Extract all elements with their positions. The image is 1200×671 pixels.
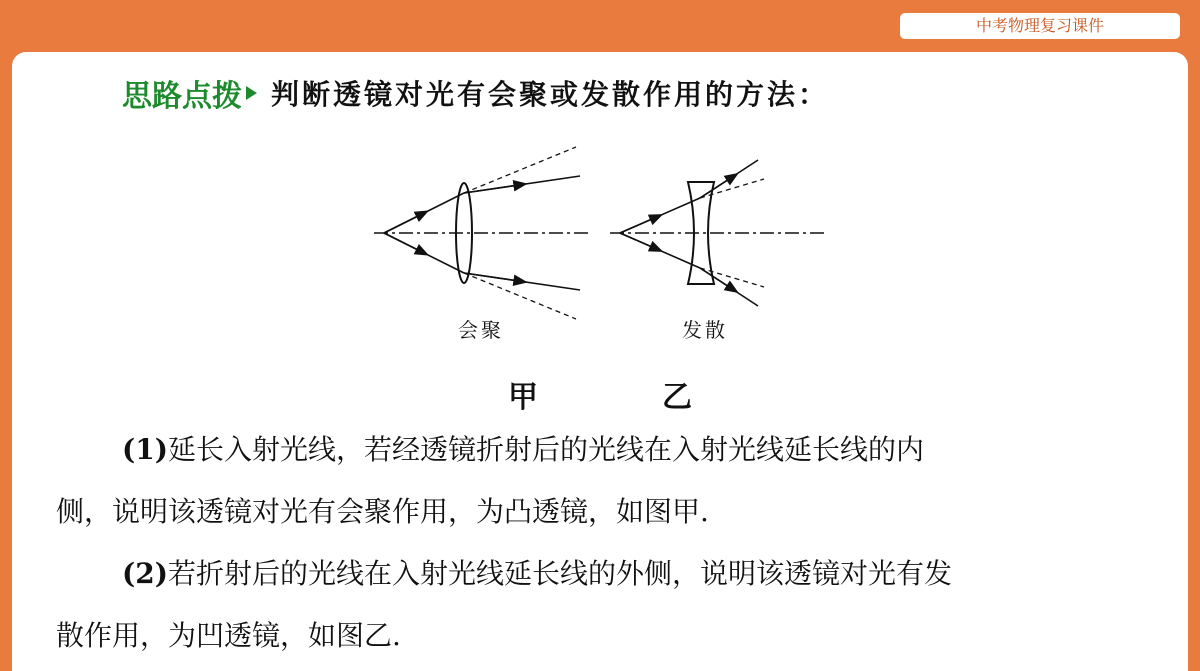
- paragraph-2-line-2: 散作用，为凹透镜，如图乙.: [56, 619, 401, 652]
- paragraph-1: [56, 419, 1156, 543]
- figure-a-label: 甲: [508, 380, 538, 415]
- arrow-icon: [700, 176, 734, 198]
- extension-line-upper: [464, 147, 576, 193]
- section-title: 判断透镜对光有会聚或发散作用的方法：: [271, 78, 830, 111]
- concave-lens-figure: [610, 160, 826, 306]
- paragraph-text: 若折射后的光线在入射光线延长线的外侧，说明该透镜对光有发: [167, 557, 952, 590]
- arrow-icon: [700, 268, 734, 290]
- course-badge: 中考物理复习课件: [900, 13, 1180, 39]
- paragraph-2: [56, 543, 1156, 667]
- convex-lens-figure: [374, 147, 590, 319]
- arrow-icon: [620, 216, 658, 233]
- arrow-icon: [384, 213, 424, 233]
- item-number: (1): [122, 433, 168, 466]
- paragraph-2-line-1: [56, 543, 1156, 605]
- arrow-icon: [620, 233, 658, 250]
- converge-label: 会聚: [458, 318, 504, 342]
- extension-line-lower: [464, 273, 576, 319]
- diverge-label: 发散: [682, 318, 728, 342]
- paragraph-1-line-2: 侧，说明该透镜对光有会聚作用，为凸透镜，如图甲.: [56, 495, 709, 528]
- arrow-icon: [384, 233, 424, 253]
- item-number: (2): [122, 557, 168, 590]
- hint-tag: 思路点拨: [122, 79, 242, 114]
- content-panel: [12, 52, 1188, 671]
- paragraph-1-line-1: [56, 419, 1156, 481]
- paragraph-text: 延长入射光线，若经透镜折射后的光线在入射光线延长线的内: [167, 433, 924, 466]
- figure-b-label: 乙: [662, 380, 692, 415]
- lens-diagram: [12, 52, 1188, 432]
